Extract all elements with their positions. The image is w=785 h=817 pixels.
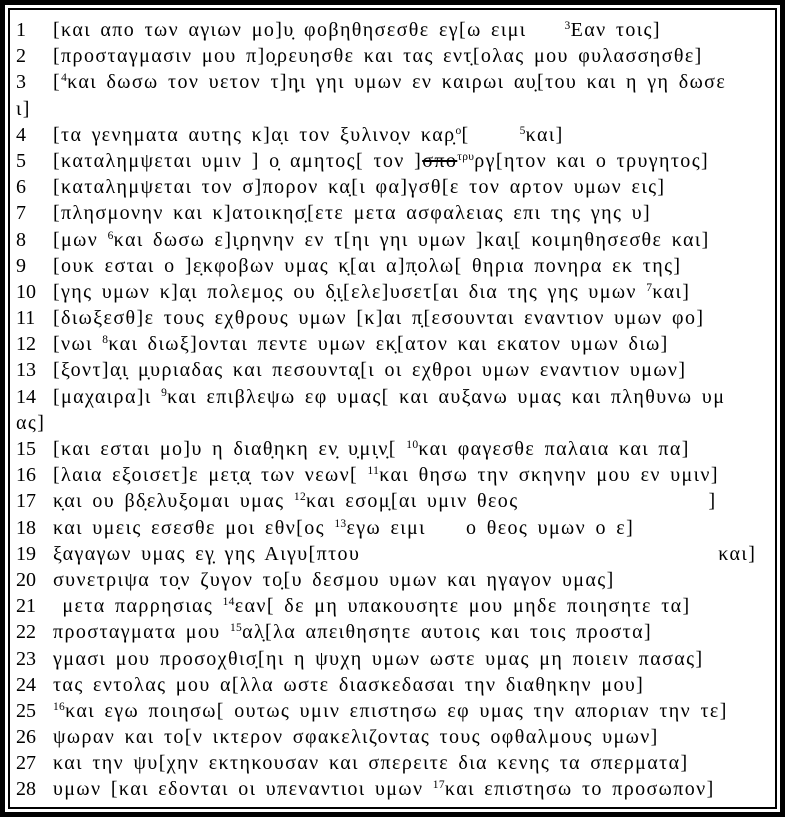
line-text: [$^4$και δωσω τον υετον τ]η̣ι γηι υμων εν καιρωι αυ̣[του και η γη δωσε [53,71,727,94]
line-number: 16 [16,464,36,487]
text-line-12 [16,331,771,357]
line-text: [μαχαιρα]ι $^9$και επιβλεψω εφ υμας[ και αυξανω υμας και πληθυνω υμ [53,385,726,408]
superscript-annotation: 13 [334,517,347,530]
line-text: [λαια εξοισετ]ε μετ̣α̣ των νεων[ $^{11}$και θησω την σκηνην μου εν υμιν] [53,464,719,487]
text-line-22 [16,619,771,645]
line-text: και υμεις εσεσθε μοι εθν[ος $^{13}$εγω ειμι ο θεος υμων ο ε] [53,516,635,539]
superscript-annotation: 10 [406,439,419,451]
superscript-annotation: 7 [646,281,653,294]
line-text: ας] [16,411,46,434]
superscript-annotation: ο [455,124,462,137]
line-text: προσταγματα μου $^{15}$αλ̣[λα απειθησητε αυτοις και τοις προστα] [53,621,653,644]
superscript-annotation: 9 [161,386,168,399]
line-number: 3 [16,71,26,94]
text-line-7 [16,200,771,226]
text-line-3 [16,69,771,95]
superscript-annotation: 14 [222,596,235,609]
line-text: [διωξεσθ]ε τους εχθρους υμων [κ]αι π̣[εσουνται εναντιον υμων φο] [53,307,705,330]
lacuna-gap [360,559,718,560]
line-number: 19 [16,542,36,565]
line-text: ι] [16,97,31,120]
line-text: [και εσται μο]υ η διαθ̣ηκη εν̣ υ̣μι̣ν̣[ $^{10}$και φαγεσθε παλαια και πα] [53,438,690,460]
text-line-15 [16,436,771,462]
line-text: [πλησμονην και κ]ατοικησ̣[ετε μετα ασφαλειας επι της γης υ] [53,202,652,225]
line-number: 4 [16,123,26,146]
text-line-16 [16,462,771,488]
line-number: 24 [16,673,36,696]
text-line-8 [16,227,771,253]
text-line-20 [16,567,771,593]
line-text: [και απο των αγιων μο]υ̣ φοβηθησεσθε εγ[ω ειμι $^3$Εαν τοις] [53,19,661,41]
lacuna-gap [527,35,565,36]
text-line-10 [16,279,771,305]
line-number: 11 [16,307,36,330]
line-number: 22 [16,621,36,644]
line-number: 5 [16,149,26,172]
line-number: 21 [16,595,36,618]
text-line-24 [16,672,771,698]
line-number: 2 [16,45,26,68]
superscript-annotation: 5 [519,124,526,137]
line-text: [ουκ εσται ο ]ε̣κφοβων υμας κ̣[αι α]π̣ολω[ θηρια πονηρα εκ της] [53,254,682,277]
text-line-13 [16,357,771,383]
line-text: υμων [και εδονται οι υπεναντιοι υμων $^{17}$και επιστησω το προσωπον] [53,778,715,801]
line-number: 28 [16,778,36,801]
text-line-26 [16,724,771,750]
line-text: ψωραν και το[ν ικτερον σφακελιζοντας τους οφθαλμους υμων] [53,726,659,749]
line-number: 15 [16,438,36,460]
line-number: 25 [16,699,36,722]
text-line-18 [16,515,771,541]
line-number: 23 [16,647,36,670]
line-text: [νωι $^8$και διωξ]ονται πεντε υμων εκ̣[ατον και εκατον υμων διω] [53,333,669,356]
line-text: ξαγαγων υμας εγ̣ γης Αιγυ[πτου και] [53,542,757,565]
text-line-14 [16,384,771,410]
manuscript-page [8,8,777,809]
line-number: 9 [16,254,26,277]
superscript-annotation: 4 [61,72,68,85]
line-number: 6 [16,176,26,199]
line-text: [καταλημψεται τον σ]πορον κα̣[ι φα]γσθ[ε τον αρτον υμων εις] [53,176,666,199]
line-number: 18 [16,516,36,539]
text-line-1 [16,17,771,43]
line-number: 26 [16,726,36,749]
text-line-11 [16,305,771,331]
line-text: [γης υμων κ]α̣ι πολεμο̣ς ου δ̣ι̣[ελε]υσετ[αι δια της γης υμων $^7$και] [53,280,691,303]
line-text: γμασι μου προσοχθισ̣[ηι η ψυχη υμων ωστε υμας μη ποιειν πασας] [53,647,704,670]
line-number: 17 [16,490,36,513]
line-text: [καταλημψεται υμιν ] ο̣ αμητος[ τον ]σπο$^{\tau\rho\upsilon}$ργ[ητον και ο τρυγητος] [53,149,710,172]
lacuna-gap [519,506,709,507]
line-text: μετα παρρησιας $^{14}$εαν[ δε μη υπακουσητε μου μηδε ποιησητε τα] [53,595,691,618]
line-text: [μων $^6$και δωσω ε]ι̣ρηνην εν τ[ηι γηι υμων ]και̣[ κοιμηθησεσθε και] [53,228,710,251]
text-line-25 [16,698,771,724]
line-number: 20 [16,568,36,591]
text-line-23 [16,646,771,672]
line-text: $^{16}$και εγω ποιησω[ ουτως υμιν επιστησω εφ υμας την αποριαν την τε] [53,699,728,722]
line-number: 1 [16,19,26,41]
line-number: 12 [16,333,36,356]
line-number: 14 [16,385,36,408]
text-line-continuation [16,96,771,122]
line-text: και την ψυ[χην εκτηκουσαν και σπερειτε δια κενης τα σπερματα] [53,752,689,775]
superscript-annotation: 3 [564,20,571,32]
text-line-9 [16,253,771,279]
text-line-5 [16,148,771,174]
superscript-annotation: 17 [432,779,445,792]
text-line-17 [16,488,771,514]
superscript-annotation: 15 [229,622,243,635]
text-line-2 [16,43,771,69]
line-number: 8 [16,228,26,251]
line-text: κ̣αι ου βδ̣ελυξομαι υμας $^{12}$και εσομ̣[αι υμιν θεος ] [53,490,717,513]
line-number: 7 [16,202,26,225]
line-text: [προσταγμασιν μου π]ο̣ρευησθε και τας εντ̣[ολας μου φυλασσησθε] [53,45,703,68]
superscript-annotation: τρυ [457,150,475,163]
text-line-continuation [16,410,771,436]
text-line-21 [16,593,771,619]
line-number: 27 [16,752,36,775]
text-line-27 [16,750,771,776]
line-text: τας εντολας μου α[λλα ωστε διασκεδασαι την διαθηκην μου] [53,673,645,696]
line-number: 10 [16,280,36,303]
line-text: συνετριψα το̣ν ζυγον το̣[υ δεσμου υμων και ηγαγον υμας] [53,568,615,591]
lacuna-gap [470,140,520,141]
line-text: [τα γενηματα αυτης κ]α̣ι τον ξυλινο̣ν καρ̣$^o$[ $^5$και] [53,123,564,146]
superscript-annotation: 16 [53,700,66,713]
superscript-annotation: 11 [367,465,380,478]
text-line-4 [16,122,771,148]
line-number: 13 [16,359,36,382]
line-text: [ξοντ]α̣ι̣ μ̣υριαδας και πεσουντα̣[ι οι εχθροι υμων εναντιον υμων] [53,359,687,382]
text-line-19 [16,541,771,567]
struck-through-text: σπο [422,149,458,172]
superscript-annotation: 12 [293,491,306,504]
superscript-annotation: 8 [102,334,109,347]
superscript-annotation: 6 [107,229,114,242]
lacuna-gap [426,533,466,534]
text-line-28 [16,776,771,802]
text-line-6 [16,174,771,200]
